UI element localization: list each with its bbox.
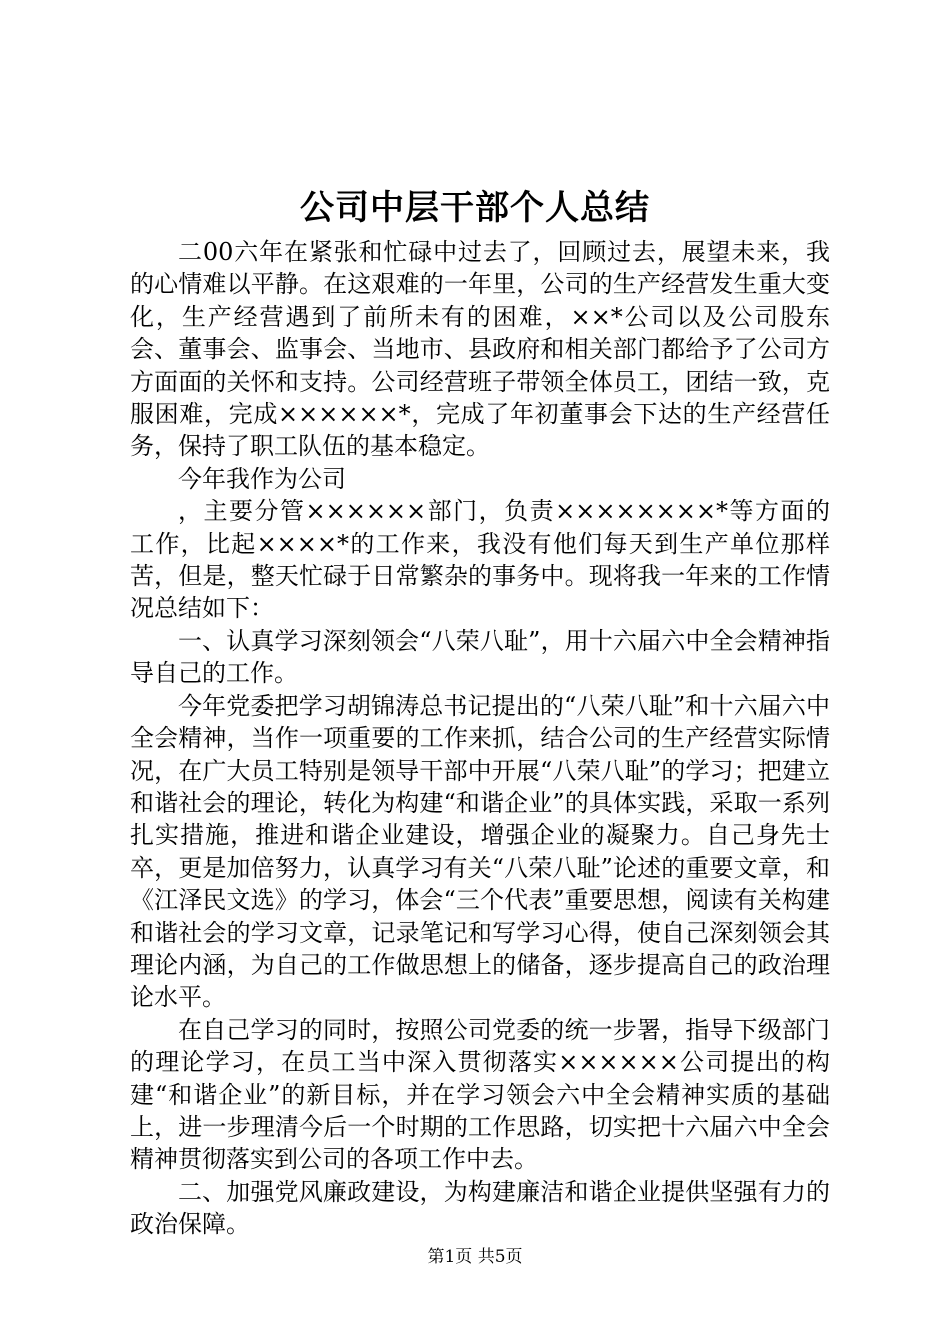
- page-number: 第1页 共5页: [427, 1247, 523, 1267]
- paragraph-1: 二00六年在紧张和忙碌中过去了，回顾过去，展望未来，我的心情难以平静。在这艰难的一年里，公司的生产经营发生重大变化，生产经营遇到了前所未有的困难，××*公司以及公司股东会、董事会、监事会、当地市、县政府和相关部门都给予了公司方方面面的关怀和支持。公司经营班子带领全体员工，团结一致，克服困难，完成××××××*，完成了年初董事会下达的生产经营任务，保持了职工队伍的基本稳定。: [130, 238, 830, 461]
- document-body: [130, 236, 830, 1241]
- section-heading-2: 二、加强党风廉政建设，为构建廉洁和谐企业提供坚强有力的政治保障。: [130, 1177, 830, 1239]
- page-title: 公司中层干部个人总结: [300, 188, 650, 228]
- section-heading-1: 一、认真学习深刻领会“八荣八耻”，用十六届六中全会精神指导自己的工作。: [130, 626, 830, 688]
- paragraph-3: ，主要分管××××××部门，负责××××××××*等方面的工作，比起××××*的工作来，我没有他们每天到生产单位那样苦，但是，整天忙碌于日常繁杂的事务中。现将我一年来的工作情况总结如下：: [130, 497, 830, 623]
- paragraph-5: 在自己学习的同时，按照公司党委的统一步署，指导下级部门的理论学习，在员工当中深入贯彻落实××××××公司提出的构建“和谐企业”的新目标，并在学习领会六中全会精神实质的基础上，进一步理清今后一个时期的工作思路，切实把十六届六中全会精神贯彻落实到公司的各项工作中去。: [130, 1015, 830, 1174]
- paragraph-4: 今年党委把学习胡锦涛总书记提出的“八荣八耻”和十六届六中全会精神，当作一项重要的工作来抓，结合公司的生产经营实际情况，在广大员工特别是领导干部中开展“八荣八耻”的学习；把建立和谐社会的理论，转化为构建“和谐企业”的具体实践，采取一系列扎实措施，推进和谐企业建设，增强企业的凝聚力。自己身先士卒，更是加倍努力，认真学习有关“八荣八耻”论述的重要文章，和《江泽民文选》的学习，体会“三个代表”重要思想，阅读有关构建和谐社会的学习文章，记录笔记和写学习心得，使自己深刻领会其理论内涵，为自己的工作做思想上的储备，逐步提高自己的政治理论水平。: [130, 691, 830, 1012]
- paragraph-2: 今年我作为公司: [178, 464, 346, 493]
